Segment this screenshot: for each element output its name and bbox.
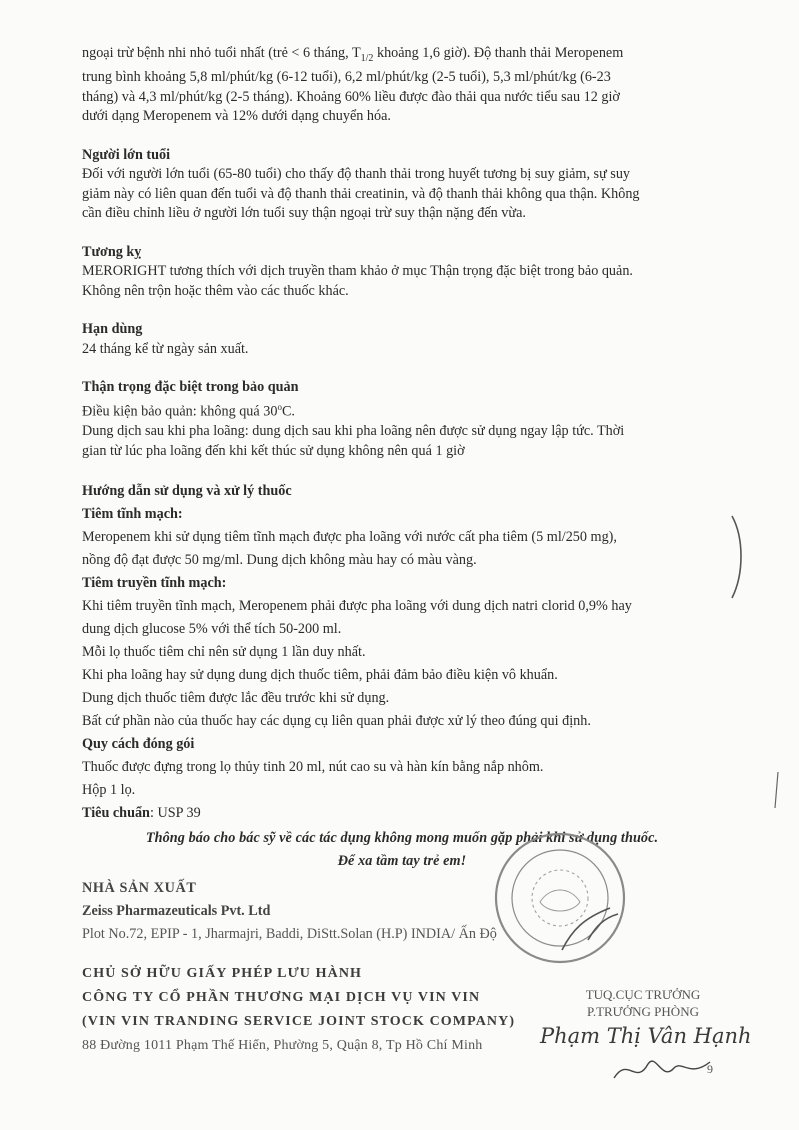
handwritten-signature-icon bbox=[610, 1048, 720, 1088]
owner-company-vi: CÔNG TY CỔ PHẦN THƯƠNG MẠI DỊCH VỤ VIN VIN bbox=[82, 990, 481, 1005]
heading-usage: Hướng dẫn sử dụng và xử lý thuốc bbox=[82, 483, 292, 500]
notice-line-1: Thông báo cho bác sỹ về các tác dụng không mong muốn gặp phải khi sử dụng thuốc. bbox=[145, 830, 659, 847]
elderly-line-2: giảm này có liên quan đến tuổi và độ thanh thải creatinin, và độ thanh thải không qua thận. Không bbox=[82, 185, 640, 202]
notice-line-2: Để xa tầm tay trẻ em! bbox=[337, 853, 467, 870]
intro-line-4: dưới dạng Meropenem và 12% dưới dạng chuyển hóa. bbox=[82, 108, 391, 125]
storage-line-3: gian từ lúc pha loãng đến khi kết thúc sử dụng không nên quá 1 giờ bbox=[82, 442, 465, 459]
elderly-line-3: cần điều chỉnh liều ở người lớn tuổi suy thận ngoại trừ suy thận nặng đến vừa. bbox=[82, 205, 526, 222]
inf-line-1: Khi tiêm truyền tĩnh mạch, Meropenem phải được pha loãng với dung dịch natri clorid 0,9% hay bbox=[82, 598, 632, 615]
standard-label: Tiêu chuẩn bbox=[82, 805, 150, 822]
intro-line-1 bbox=[82, 44, 722, 68]
intro-line-2: trung bình khoảng 5,8 ml/phút/kg (6-12 tuổi), 6,2 ml/phút/kg (2-5 tuổi), 5,3 ml/phút/kg (6-23 bbox=[82, 69, 611, 86]
standard-value: : USP 39 bbox=[149, 805, 201, 822]
signatory-name: Phạm Thị Vân Hạnh bbox=[540, 1024, 752, 1048]
inf-line-2: dung dịch glucose 5% với thể tích 50-200 ml. bbox=[82, 621, 342, 638]
inf-line-3: Mỗi lọ thuốc tiêm chỉ nên sử dụng 1 lần duy nhất. bbox=[82, 644, 366, 661]
manufacturer-label: NHÀ SẢN XUẤT bbox=[82, 880, 197, 897]
heading-packaging: Quy cách đóng gói bbox=[82, 736, 195, 753]
owner-label: CHỦ SỞ HỮU GIẤY PHÉP LƯU HÀNH bbox=[82, 966, 363, 981]
incompat-line-1: MERORIGHT tương thích với dịch truyền tham khảo ở mục Thận trọng đặc biệt trong bảo quản. bbox=[82, 263, 633, 280]
margin-tick-icon bbox=[772, 770, 782, 810]
heading-expiry: Hạn dùng bbox=[82, 321, 143, 338]
owner-company-en: (VIN VIN TRANDING SERVICE JOINT STOCK COMPANY) bbox=[82, 1014, 516, 1029]
text: C. bbox=[281, 403, 295, 420]
subscript: 1/2 bbox=[360, 52, 374, 64]
heading-storage: Thận trọng đặc biệt trong bảo quản bbox=[82, 379, 299, 396]
manufacturer-address: Plot No.72, EPIP - 1, Jharmajri, Baddi, DiStt.Solan (H.P) INDIA/ Ấn Độ bbox=[82, 926, 497, 943]
inf-line-4: Khi pha loãng hay sử dụng dung dịch thuốc tiêm, phải đảm bảo điều kiện vô khuẩn. bbox=[82, 667, 558, 684]
signature-block bbox=[548, 986, 738, 1020]
expiry-line-1: 24 tháng kể từ ngày sản xuất. bbox=[82, 340, 249, 357]
text: khoảng 1,6 giờ). Độ thanh thải Meropenem bbox=[373, 45, 624, 61]
heading-incompatibility: Tương kỵ bbox=[82, 243, 142, 260]
storage-line-2: Dung dịch sau khi pha loãng: dung dịch sau khi pha loãng nên được sử dụng ngay lập tức. Thời bbox=[82, 423, 625, 440]
margin-bracket-icon bbox=[728, 512, 748, 602]
standard-line bbox=[82, 802, 722, 825]
signature-line-1: TUQ.CỤC TRƯỞNG bbox=[585, 987, 701, 1002]
packaging-line-1: Thuốc được đựng trong lọ thủy tinh 20 ml, nút cao su và hàn kín bằng nắp nhôm. bbox=[82, 759, 544, 776]
incompat-line-2: Không nên trộn hoặc thêm vào các thuốc khác. bbox=[82, 282, 349, 299]
packaging-line-2: Hộp 1 lọ. bbox=[82, 782, 136, 799]
document-body bbox=[82, 44, 722, 946]
iv-line-1: Meropenem khi sử dụng tiêm tĩnh mạch được pha loãng với nước cất pha tiêm (5 ml/250 mg), bbox=[82, 529, 617, 546]
official-seal-icon bbox=[492, 830, 628, 966]
inf-line-6: Bất cứ phần nào của thuốc hay các dụng cụ liên quan phải được xử lý theo đúng qui định. bbox=[82, 713, 591, 730]
iv-line-2: nồng độ đạt được 50 mg/ml. Dung dịch không màu hay có màu vàng. bbox=[82, 552, 477, 569]
inf-line-5: Dung dịch thuốc tiêm được lắc đều trước khi sử dụng. bbox=[82, 690, 390, 707]
owner-address: 88 Đường 1011 Phạm Thế Hiển, Phường 5, Quận 8, Tp Hồ Chí Minh bbox=[82, 1038, 483, 1053]
superscript: o bbox=[277, 401, 282, 412]
heading-elderly: Người lớn tuổi bbox=[82, 146, 171, 163]
page-number: 9 bbox=[707, 1062, 713, 1076]
heading-infusion: Tiêm truyền tĩnh mạch: bbox=[82, 575, 227, 592]
intro-line-3: tháng) và 4,3 ml/phút/kg (2-5 tháng). Khoảng 60% liều được đào thải qua nước tiểu sau 12 giờ bbox=[82, 88, 620, 105]
text: ngoại trừ bệnh nhi nhỏ tuổi nhất (trẻ < 6 tháng, T bbox=[82, 45, 361, 61]
signature-line-2: P.TRƯỞNG PHÒNG bbox=[587, 1004, 699, 1019]
heading-iv: Tiêm tĩnh mạch: bbox=[82, 506, 183, 523]
elderly-line-1: Đối với người lớn tuổi (65-80 tuổi) cho thấy độ thanh thải trong huyết tương bị suy giảm, sự suy bbox=[82, 166, 631, 183]
manufacturer-name: Zeiss Pharmazeuticals Pvt. Ltd bbox=[82, 903, 271, 920]
storage-line-1 bbox=[82, 398, 722, 422]
license-owner bbox=[82, 962, 552, 1058]
text: Điều kiện bảo quản: không quá 30 bbox=[82, 403, 278, 420]
